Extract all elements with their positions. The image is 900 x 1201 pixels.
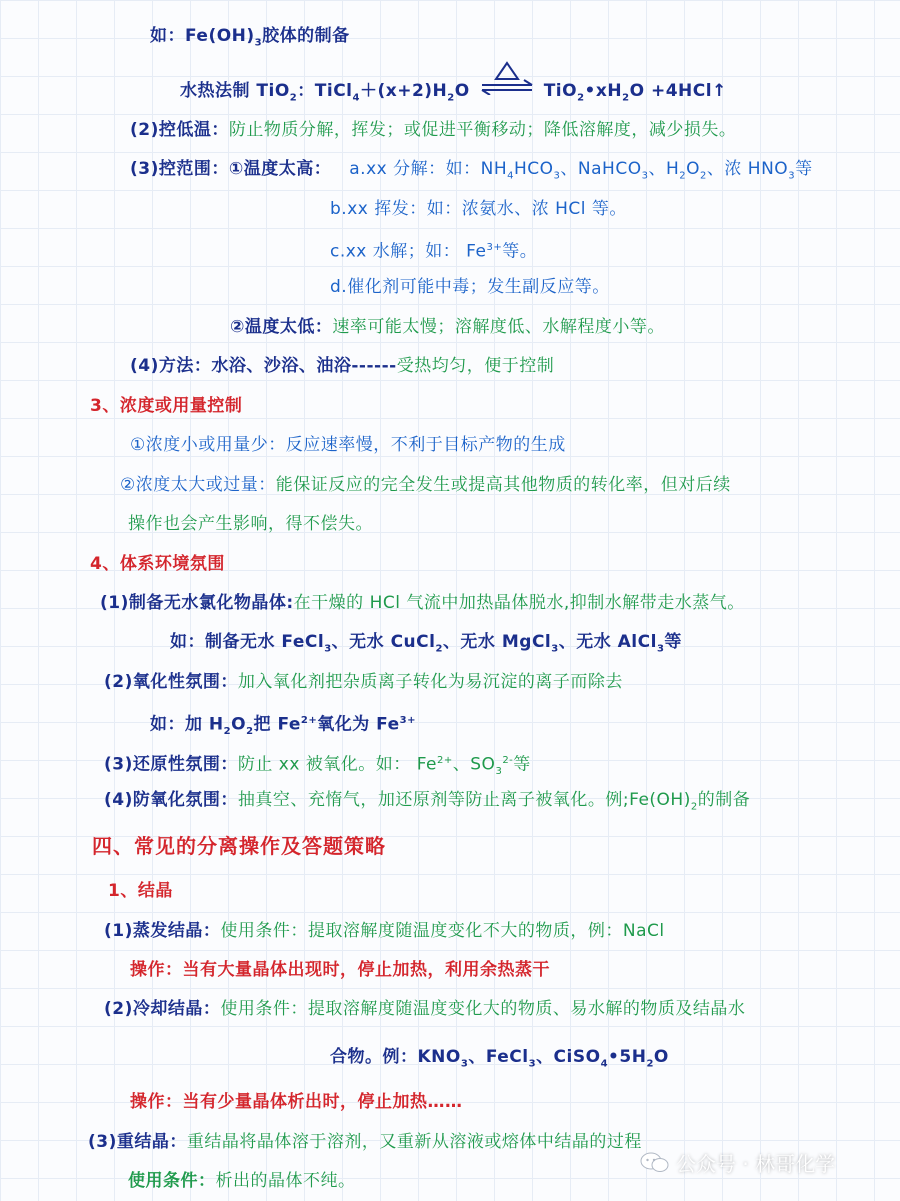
line-16: 如：制备无水 FeCl$_3$、无水 CuCl$_2$、无水 MgCl$_3$、无水 AlCl$_3$等 bbox=[170, 632, 682, 655]
line-24: 操作：当有大量晶体出现时，停止加热，利用余热蒸干 bbox=[130, 960, 550, 980]
line-25: (2)冷却结晶：使用条件：提取溶解度随温度变化大的物质、易水解的物质及结晶水 bbox=[104, 999, 746, 1019]
line-17: (2)氧化性氛围：加入氧化剂把杂质离子转化为易沉淀的离子而除去 bbox=[104, 672, 623, 692]
heading-crystallization: 1、结晶 bbox=[108, 881, 173, 901]
line-29: 使用条件：析出的晶体不纯。 bbox=[128, 1171, 356, 1191]
watermark-text: 公众号 · 林哥化学 bbox=[676, 1152, 836, 1176]
heading-separation: 四、常见的分离操作及答题策略 bbox=[92, 834, 386, 858]
line-3-low-temp: (2)控低温：防止物质分解，挥发；或促进平衡移动；降低溶解度，减少损失。 bbox=[130, 120, 737, 140]
line-20: (4)防氧化氛围：抽真空、充惰气，加还原剂等防止离子被氧化。例$;Fe(OH)_2$的制备 bbox=[104, 790, 751, 813]
line-12: ②浓度太大或过量：能保证反应的完全发生或提高其他物质的转化率，但对后续 bbox=[120, 475, 731, 495]
heading-concentration: 3、浓度或用量控制 bbox=[90, 396, 243, 416]
wechat-icon bbox=[640, 1152, 670, 1174]
line-15: (1)制备无水氯化物晶体:在干燥的 HCl 气流中加热晶体脱水,抑制水解带走水蒸气。 bbox=[100, 593, 745, 613]
line-7: d.催化剂可能中毒；发生副反应等。 bbox=[330, 277, 610, 297]
line-6: c.xx 水解；如： $Fe^{3+}$等。 bbox=[330, 241, 538, 262]
line-23: (1)蒸发结晶：使用条件：提取溶解度随温度变化不大的物质，例：NaCl bbox=[104, 921, 665, 941]
line-4-temp-high: (3)控范围：①温度太高： a.xx 分解：如：$NH_4HCO_3$、NaHCO$_3$、$H_2O_2$、浓 $HNO_3$等 bbox=[130, 159, 813, 182]
line-27: 操作：当有少量晶体析出时，停止加热…… bbox=[130, 1092, 463, 1112]
reversible-heat-arrow-icon bbox=[478, 79, 536, 103]
line-13: 操作也会产生影响，得不偿失。 bbox=[128, 514, 373, 534]
arrow-up-icon: ↑ bbox=[712, 81, 727, 101]
line-9-method: (4)方法：水浴、沙浴、油浴------受热均匀，便于控制 bbox=[130, 356, 555, 376]
heading-atmosphere: 4、体系环境氛围 bbox=[90, 554, 225, 574]
line-2-hydrothermal: 水热法制 TiO$_2$：$TiCl_4+(x+2)H_2O$ $TiO_2•xH_2O$ +4HCl↑ bbox=[180, 79, 727, 110]
line-1: 如：$Fe(OH)_3$胶体的制备 bbox=[150, 26, 350, 49]
line-18: 如：加 $H_2O_2$把 $Fe^{2+}$氧化为 $Fe^{3+}$ bbox=[150, 714, 416, 738]
line-5: b.xx 挥发：如：浓氨水、浓 HCl 等。 bbox=[330, 199, 627, 219]
line-26: 合物。例：$KNO_3$、FeCl$_3$、$CiSO_4•5H_2O$ bbox=[330, 1047, 669, 1070]
watermark bbox=[640, 1148, 835, 1177]
line-19: (3)还原性氛围：防止 xx 被氧化。如： $Fe^{2+}$、$SO_3^{2-}$等 bbox=[104, 754, 531, 778]
line-11: ①浓度小或用量少：反应速率慢，不利于目标产物的生成 bbox=[130, 435, 566, 455]
line-28: (3)重结晶：重结晶将晶体溶于溶剂，又重新从溶液或熔体中结晶的过程 bbox=[88, 1132, 642, 1152]
line-8-temp-low: ②温度太低：速率可能太慢；溶解度低、水解程度小等。 bbox=[230, 317, 665, 337]
